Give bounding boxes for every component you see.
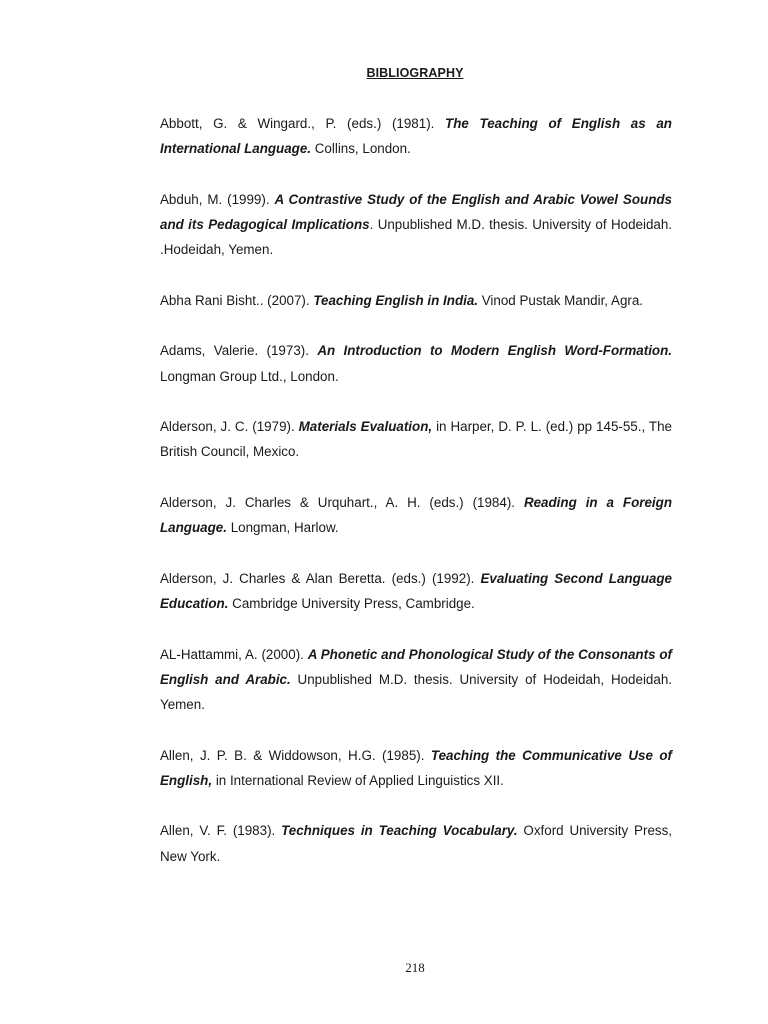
bibliography-entry <box>160 111 672 161</box>
entry-title: A Phonetic and Phonological Study of the Consonants of English and Arabic. <box>160 646 673 687</box>
entry-publisher: Vinod Pustak Mandir, Agra. <box>478 292 644 308</box>
entry-title: Evaluating Second Language Education. <box>160 570 673 611</box>
entry-authors-year: Adams, Valerie. (1973). <box>160 343 318 359</box>
bibliography-entry <box>160 490 672 540</box>
bibliography-entry <box>160 187 672 263</box>
entry-authors-year: Abha Rani Bisht.. (2007). <box>160 292 314 308</box>
entry-title: The Teaching of English as an International Language. <box>160 116 672 157</box>
entry-publisher: Collins, London. <box>311 141 411 157</box>
bibliography-entry <box>160 642 672 718</box>
entry-publisher: Unpublished M.D. thesis. University of Hodeidah, Hodeidah. Yemen. <box>160 671 672 712</box>
page-title: BIBLIOGRAPHY <box>366 66 464 80</box>
entry-authors-year: Alderson, J. Charles & Urquhart., A. H. (eds.) (1984). <box>160 494 524 510</box>
bibliography-entry <box>160 338 672 388</box>
entry-publisher: in International Review of Applied Linguistics XII. <box>212 772 504 788</box>
entry-title: A Contrastive Study of the English and Arabic Vowel Sounds and its Pedagogical Implications <box>160 191 673 232</box>
entry-authors-year: Alderson, J. C. (1979). <box>160 419 299 435</box>
bibliography-entry <box>160 818 672 868</box>
entry-publisher: Oxford University Press, New York. <box>160 823 672 864</box>
entry-title: Teaching the Communicative Use of English, <box>160 747 672 788</box>
entry-title: An Introduction to Modern English Word-Formation. <box>317 343 672 359</box>
entry-authors-year: Allen, J. P. B. & Widdowson, H.G. (1985). <box>160 747 431 763</box>
entry-authors-year: Alderson, J. Charles & Alan Beretta. (eds.) (1992). <box>160 570 481 586</box>
entry-publisher: Longman, Harlow. <box>226 520 339 536</box>
page-number: 218 <box>405 960 425 975</box>
entry-authors-year: AL-Hattammi, A. (2000). <box>160 646 308 662</box>
bibliography-entry <box>160 566 672 616</box>
bibliography-list <box>160 111 672 894</box>
entry-publisher: Cambridge University Press, Cambridge. <box>228 595 475 611</box>
bibliography-entry <box>160 288 672 313</box>
entry-publisher: Longman Group Ltd., London. <box>160 368 339 384</box>
entry-authors-year: Abbott, G. & Wingard., P. (eds.) (1981). <box>160 116 446 131</box>
entry-authors-year: Abduh, M. (1999). <box>160 191 275 207</box>
entry-authors-year: Allen, V. F. (1983). <box>160 823 282 839</box>
entry-title: Reading in a Foreign Language. <box>160 494 672 536</box>
bibliography-entry <box>160 414 672 464</box>
entry-publisher: in Harper, D. P. L. (ed.) pp 145-55., The British Council, Mexico. <box>160 419 672 460</box>
bibliography-entry <box>160 743 672 793</box>
entry-title: Teaching English in India. <box>313 292 479 308</box>
entry-publisher: . Unpublished M.D. thesis. University of Hodeidah. .Hodeidah, Yemen. <box>160 217 673 258</box>
entry-title: Techniques in Teaching Vocabulary. <box>281 823 518 839</box>
entry-title: Materials Evaluation, <box>298 419 433 435</box>
